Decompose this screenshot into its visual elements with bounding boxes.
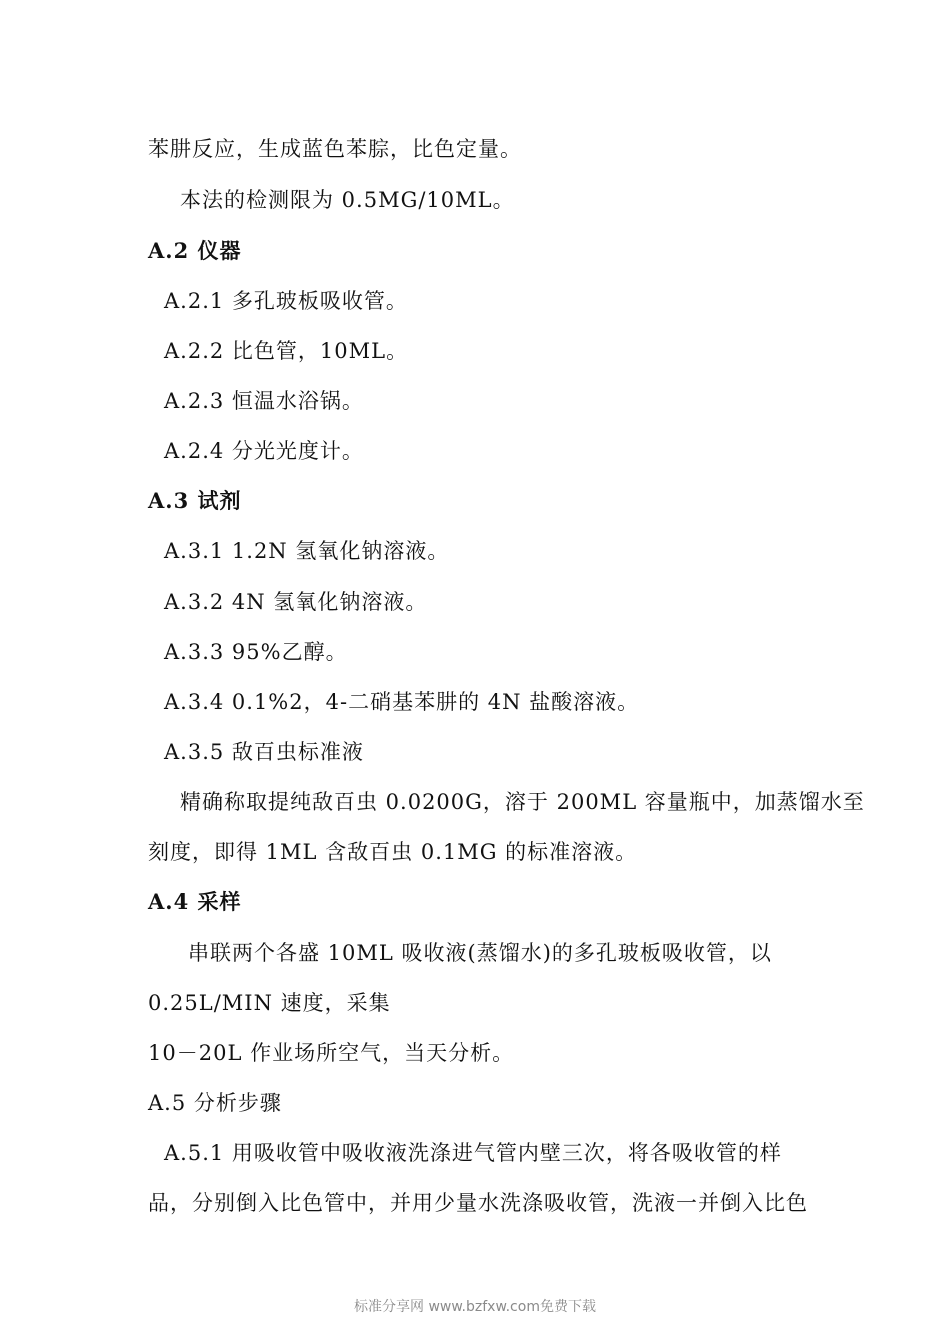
paragraph-line: A.5.1 用吸收管中吸收液洗涤进气管内壁三次，将各吸收管的样 (164, 1141, 782, 1165)
text-line: 苯肼反应，生成蓝色苯腙，比色定量。 (148, 137, 522, 161)
section-heading-a3: A.3 试剂 (148, 488, 242, 513)
paragraph-line: 0.25L/MIN 速度，采集 (148, 991, 391, 1015)
list-item: A.3.1 1.2N 氢氧化钠溶液。 (164, 539, 450, 563)
list-item: A.3.3 95%乙醇。 (164, 640, 348, 664)
list-item: A.3.5 敌百虫标准液 (164, 740, 364, 764)
paragraph-line: 刻度，即得 1ML 含敌百虫 0.1MG 的标准溶液。 (148, 840, 638, 864)
list-item: A.2.2 比色管，10ML。 (164, 339, 409, 363)
paragraph-line: 品，分别倒入比色管中，并用少量水洗涤吸收管，洗液一并倒入比色 (148, 1191, 808, 1215)
paragraph-line: 10－20L 作业场所空气，当天分析。 (148, 1041, 515, 1065)
list-item: A.3.2 4N 氢氧化钠溶液。 (164, 590, 428, 614)
section-heading-a2: A.2 仪器 (148, 238, 242, 263)
section-heading-a5: A.5 分析步骤 (148, 1091, 282, 1115)
paragraph-line: 串联两个各盛 10ML 吸收液(蒸馏水)的多孔玻板吸收管，以 (188, 941, 772, 965)
list-item: A.2.3 恒温水浴锅。 (164, 389, 364, 413)
text-line: 本法的检测限为 0.5MG/10ML。 (180, 188, 515, 212)
list-item: A.3.4 0.1%2，4-二硝基苯肼的 4N 盐酸溶液。 (164, 690, 640, 714)
list-item: A.2.4 分光光度计。 (164, 439, 364, 463)
section-heading-a4: A.4 采样 (148, 889, 242, 914)
paragraph-line: 精确称取提纯敌百虫 0.0200G，溶于 200ML 容量瓶中，加蒸馏水至 (180, 790, 865, 814)
footer-watermark: 标准分享网 www.bzfxw.com免费下载 (354, 1299, 596, 1315)
list-item: A.2.1 多孔玻板吸收管。 (164, 289, 408, 313)
